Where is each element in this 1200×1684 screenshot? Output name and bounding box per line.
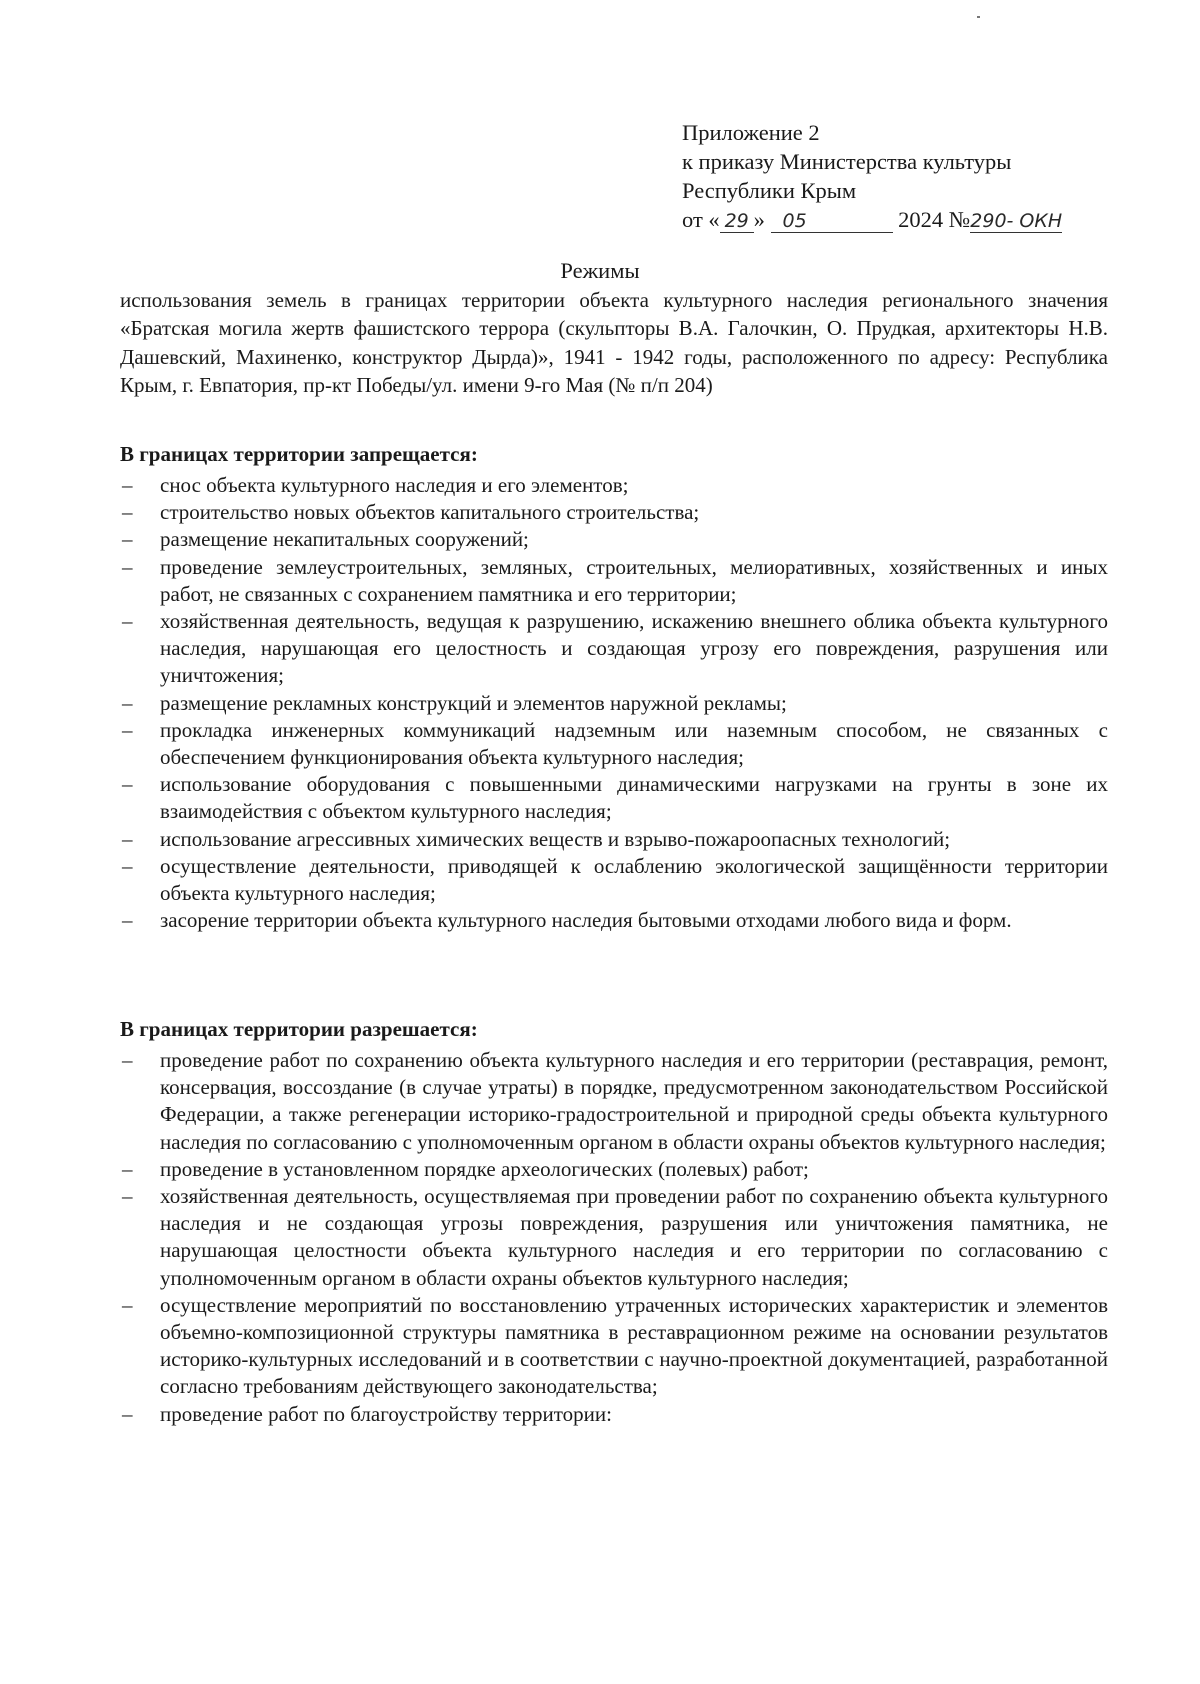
date-month-handwritten: 05 — [771, 210, 893, 233]
prohibited-section — [120, 440, 1108, 934]
date-prefix: от « — [682, 207, 720, 232]
bullet-dash: – — [122, 853, 133, 878]
list-item-text: проведение в установленном порядке археологических (полевых) работ; — [160, 1156, 809, 1181]
permitted-list — [120, 1047, 1108, 1428]
list-item — [120, 1292, 1108, 1401]
list-item-text: засорение территории объекта культурного наследия бытовыми отходами любого вида и форм. — [160, 908, 1012, 933]
list-item-text: осуществление мероприятий по восстановлению утраченных исторических характеристик и элементов объемно-композиционной структуры памятника в реставрационном режиме на основании результатов историко-культурных исследований и в соответствии с научно-проектной документацией, разработанной согласно требованиям действующего законодательства; — [160, 1292, 1108, 1399]
order-number-handwritten: 290- ОКН — [970, 210, 1063, 232]
list-item — [120, 1047, 1108, 1156]
list-item — [120, 853, 1108, 907]
document-heading: Режимы — [560, 258, 640, 283]
list-item — [120, 554, 1108, 608]
permitted-title: В границах территории разрешается: — [120, 1017, 478, 1041]
bullet-dash: – — [122, 473, 133, 497]
bullet-dash: – — [122, 1184, 133, 1209]
list-item-text: прокладка инженерных коммуникаций надземным или наземным способом, не связанных с обеспечением функционирования объекта культурного наследия; — [160, 717, 1108, 770]
list-item-text: снос объекта культурного наследия и его элементов; — [160, 473, 629, 497]
bullet-dash: – — [122, 554, 133, 579]
list-item-text: проведение землеустроительных, земляных, строительных, мелиоративных, хозяйственных и иных работ, не связанных с сохранением памятника и его территории; — [160, 554, 1108, 606]
bullet-dash: – — [122, 1156, 133, 1181]
date-day-handwritten: 29 — [720, 210, 754, 233]
prohibited-title: В границах территории запрещается: — [120, 442, 478, 466]
list-item — [120, 1156, 1108, 1183]
bullet-dash: – — [122, 1292, 133, 1317]
bullet-dash: – — [122, 772, 133, 797]
list-item-text: хозяйственная деятельность, осуществляемая при проведении работ по сохранению объекта культурного наследия и не создающая угрозы повреждения, разрушения или уничтожения памятника, не нарушающая целостности объекта культурного наследия и его территории по согласованию с уполномоченным органом в области охраны объектов культурного наследия; — [160, 1184, 1108, 1290]
bullet-dash: – — [122, 690, 133, 715]
list-item — [120, 526, 1108, 553]
bullet-dash: – — [122, 826, 133, 851]
bullet-dash: – — [122, 500, 133, 525]
list-item-text: хозяйственная деятельность, ведущая к разрушению, искажению внешнего облика объекта культурного наследия, нарушающая его целостность и создающая угрозу его повреждения, разрушения или уничтожения; — [160, 609, 1108, 688]
list-item-text: проведение работ по благоустройству территории: — [160, 1401, 612, 1426]
bullet-dash: – — [122, 609, 133, 634]
order-date-line — [682, 205, 1122, 234]
bullet-dash: – — [122, 1401, 133, 1426]
list-item — [120, 907, 1108, 934]
list-item — [120, 499, 1108, 526]
list-item — [120, 826, 1108, 853]
list-item-text: строительство новых объектов капитального строительства; — [160, 500, 700, 525]
list-item — [120, 1401, 1108, 1428]
appendix-header — [682, 118, 1122, 234]
list-item — [120, 472, 1108, 499]
list-item-text: использование агрессивных химических веществ и взрыво-пожароопасных технологий; — [160, 826, 951, 851]
scan-artifact — [977, 16, 980, 18]
list-item-text: использование оборудования с повышенными динамическими нагрузками на грунты в зоне их взаимодействия с объектом культурного наследия; — [160, 772, 1108, 824]
bullet-dash: – — [122, 908, 133, 933]
appendix-republic: Республики Крым — [682, 178, 857, 203]
appendix-number: Приложение 2 — [682, 120, 820, 145]
appendix-order-ref: к приказу Министерства культуры — [682, 149, 1012, 174]
list-item — [120, 690, 1108, 717]
bullet-dash: – — [122, 1048, 133, 1072]
list-item — [120, 608, 1108, 690]
date-quote-close: » — [753, 207, 765, 232]
prohibited-list — [120, 472, 1108, 934]
list-item — [120, 1183, 1108, 1292]
permitted-section — [120, 1015, 1108, 1428]
list-item-text: проведение работ по сохранению объекта культурного наследия и его территории (реставрация, ремонт, консервация, воссоздание (в случае утраты) в порядке, предусмотренном законодательством Российской Федерации, а также регенерации историко-градостроительной и природной среды объекта культурного наследия по согласованию с уполномоченным органом в области охраны объектов культурного наследия; — [160, 1048, 1108, 1154]
list-item — [120, 717, 1108, 771]
list-item — [120, 771, 1108, 825]
bullet-dash: – — [122, 527, 133, 552]
document-subtitle: использования земель в границах территории объекта культурного наследия регионального значения «Братская могила жертв фашистского террора (скульпторы В.А. Галочкин, О. Прудкая, архитекторы Н.В. Дашевский, Махиненко, конструктор Дырда)», 1941 - 1942 годы, расположенного по адресу: Республика Крым, г. Евпатория, пр-кт Победы/ул. имени 9-го Мая (№ п/п 204) — [120, 288, 1108, 398]
list-item-text: размещение некапитальных сооружений; — [160, 527, 529, 552]
date-year-number: 2024 № — [898, 207, 971, 232]
list-item-text: осуществление деятельности, приводящей к ослаблению экологической защищённости территории объекта культурного наследия; — [160, 853, 1108, 906]
bullet-dash: – — [122, 717, 133, 742]
list-item-text: размещение рекламных конструкций и элементов наружной рекламы; — [160, 690, 787, 715]
